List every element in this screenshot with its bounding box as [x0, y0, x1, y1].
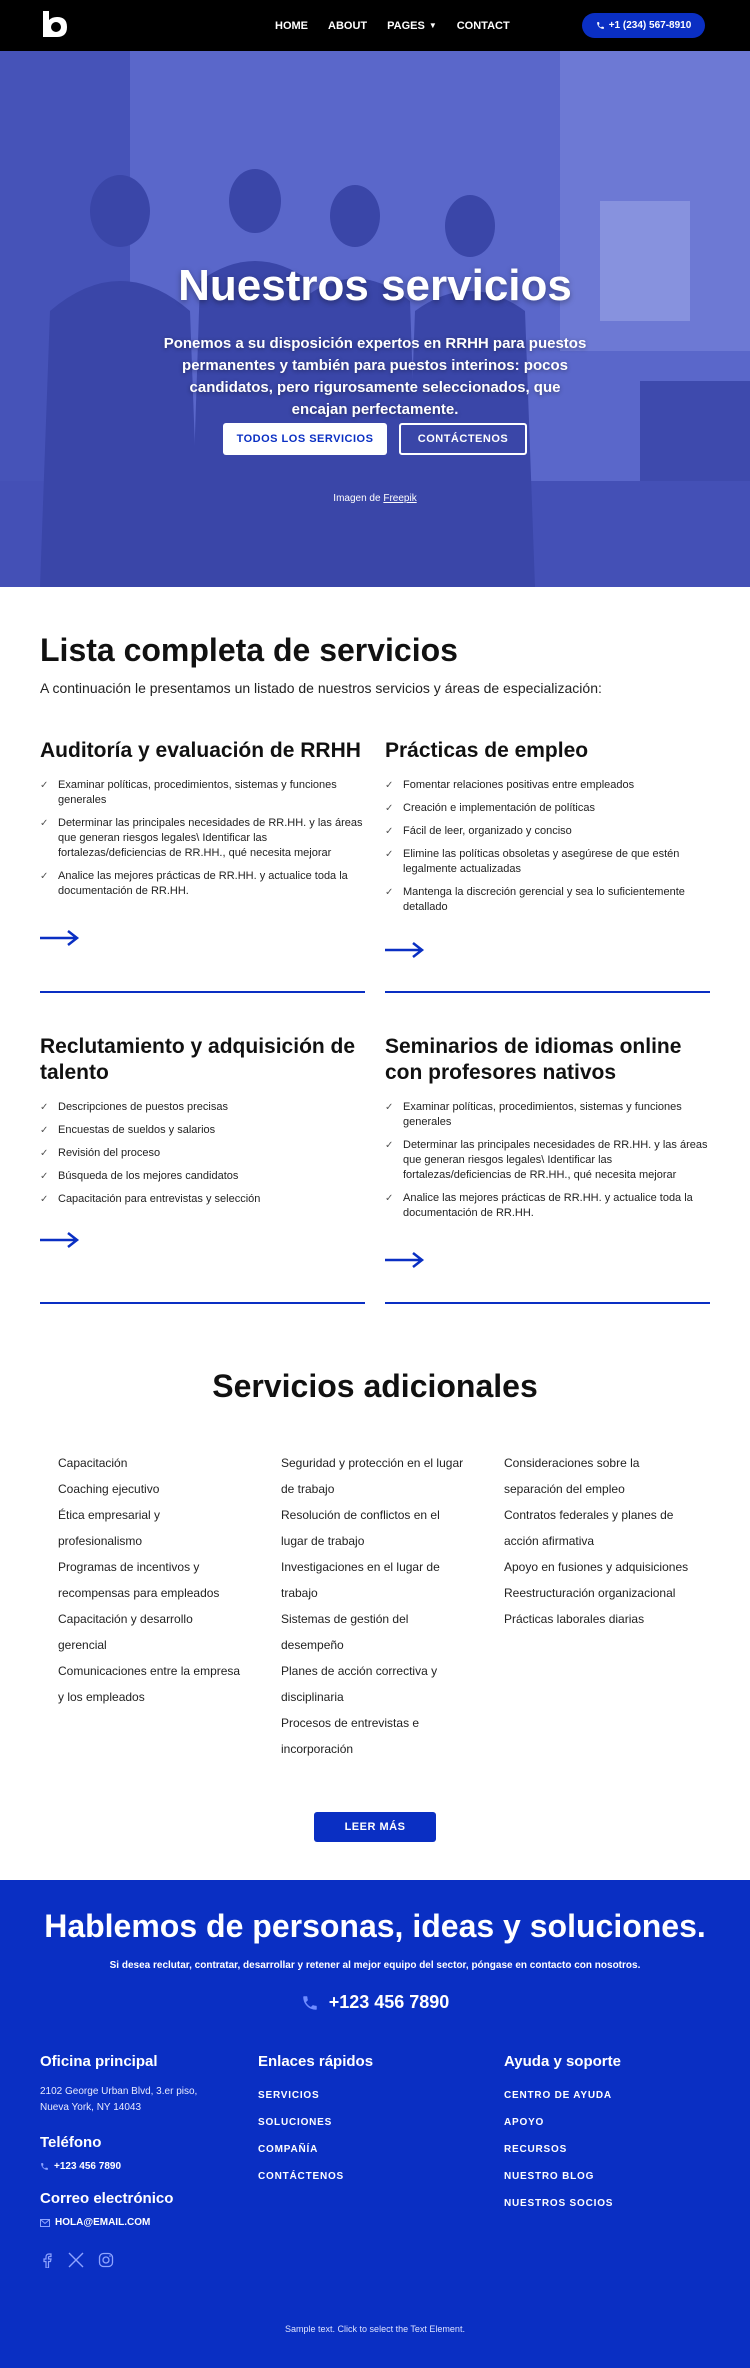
list-item-text: Examinar políticas, procedimientos, sistemas y funciones generales — [403, 1101, 682, 1128]
all-services-button[interactable]: TODOS LOS SERVICIOS — [223, 423, 387, 455]
quick-links-heading: Enlaces rápidos — [258, 2053, 374, 2070]
top-navbar — [0, 0, 750, 51]
list-item — [385, 847, 710, 877]
footer-phone[interactable] — [0, 1992, 750, 2013]
footer-support-links — [504, 2053, 621, 2225]
list-item-text: Mantenga la discreción gerencial y sea lo suficientemente detallado — [403, 886, 685, 913]
list-item — [40, 1192, 365, 1207]
service-card-list — [40, 1100, 365, 1207]
list-item: Resolución de conflictos en el — [281, 1508, 440, 1522]
list-item — [40, 778, 365, 808]
footer-link-company[interactable]: COMPAÑÍA — [258, 2144, 319, 2155]
phone-icon — [40, 2162, 49, 2171]
card-divider — [40, 1302, 365, 1304]
check-icon: ✓ — [385, 780, 394, 791]
list-item: disciplinaria — [281, 1690, 344, 1704]
footer-link-contact[interactable]: CONTÁCTENOS — [258, 2171, 345, 2182]
list-item: Investigaciones en el lugar de — [281, 1560, 440, 1574]
list-item: Reestructuración organizacional — [504, 1586, 676, 1600]
list-item: Seguridad y protección en el lugar — [281, 1456, 464, 1470]
service-card-list — [40, 778, 365, 899]
arrow-right-icon[interactable] — [40, 928, 80, 948]
service-card-title: Auditoría y evaluación de RRHH — [40, 739, 361, 762]
list-item: Sistemas de gestión del — [281, 1612, 409, 1626]
check-icon: ✓ — [385, 803, 394, 814]
check-icon: ✓ — [40, 780, 49, 791]
footer-link-resources[interactable]: RECURSOS — [504, 2144, 568, 2155]
additional-services-title: Servicios adicionales — [212, 1368, 538, 1404]
list-item: Ética empresarial y — [58, 1508, 161, 1522]
list-item: Prácticas laborales diarias — [504, 1612, 645, 1626]
list-item — [385, 824, 710, 839]
brand-logo-icon[interactable] — [40, 9, 70, 39]
footer-quick-links — [258, 2053, 373, 2198]
image-credit — [0, 493, 750, 504]
list-item-text: Determinar las principales necesidades de RR.HH. y las áreas que generan riesgos legales\ Identificar las fortalezas/deficiencias de RR.HH., qué necesita mejorar — [403, 1139, 708, 1181]
menu-label: CONTACT — [456, 19, 510, 32]
check-icon: ✓ — [40, 1125, 49, 1136]
list-item: Apoyo en fusiones y adquisiciones — [504, 1560, 689, 1574]
check-icon: ✓ — [385, 1102, 394, 1113]
social-links — [40, 2252, 197, 2268]
list-item: Coaching ejecutivo — [58, 1482, 160, 1496]
hero-buttons — [0, 423, 750, 455]
service-card-list — [385, 778, 710, 915]
telephone-heading: Teléfono — [40, 2134, 102, 2151]
list-item: Capacitación — [58, 1456, 128, 1470]
list-item-text: Fomentar relaciones positivas entre empleados — [403, 779, 635, 791]
footer-phone-number: +123 456 7890 — [328, 1992, 450, 2012]
hero-section — [0, 51, 750, 587]
additional-column-1 — [58, 1450, 258, 1710]
mail-icon — [40, 2219, 50, 2227]
list-item-text: Creación e implementación de políticas — [403, 802, 595, 814]
list-item: incorporación — [281, 1742, 354, 1756]
list-item: de trabajo — [281, 1482, 335, 1496]
services-title: Lista completa de servicios — [40, 632, 458, 668]
list-item-text: Revisión del proceso — [58, 1147, 161, 1159]
arrow-right-icon[interactable] — [385, 940, 425, 960]
list-item: profesionalismo — [58, 1534, 143, 1548]
menu-item-about[interactable] — [328, 20, 367, 32]
menu-item-home[interactable] — [275, 20, 308, 32]
check-icon: ✓ — [40, 818, 49, 829]
footer-subtitle: Si desea reclutar, contratar, desarrollar y retener al mejor equipo del sector, póngase en contacto con nosotros. — [109, 1960, 641, 1971]
list-item-text: Capacitación para entrevistas y selección — [58, 1193, 261, 1205]
main-menu — [275, 0, 530, 51]
list-item: Contratos federales y planes de — [504, 1508, 674, 1522]
chevron-down-icon: ▼ — [428, 21, 437, 30]
list-item: Planes de acción correctiva y — [281, 1664, 438, 1678]
list-item: acción afirmativa — [504, 1534, 595, 1548]
list-item: y los empleados — [58, 1690, 145, 1704]
list-item — [40, 1146, 365, 1161]
list-item — [40, 869, 365, 899]
menu-item-pages[interactable] — [387, 20, 437, 32]
footer-link-solutions[interactable]: SOLUCIONES — [258, 2117, 333, 2128]
footer — [0, 1880, 750, 2368]
list-item: lugar de trabajo — [281, 1534, 365, 1548]
hero-subtitle: Ponemos a su disposición expertos en RRHH para puestos permanentes y también para puestos interinos: pocos candidatos, pero rigurosamente seleccionados, que encajan perfectamente. — [163, 335, 587, 418]
service-card-list — [385, 1100, 710, 1221]
list-item — [385, 778, 710, 793]
card-divider — [385, 991, 710, 993]
footer-title: Hablemos de personas, ideas y soluciones. — [44, 1908, 706, 1944]
list-item: Programas de incentivos y — [58, 1560, 200, 1574]
credit-prefix: Imagen de — [333, 493, 381, 504]
email-heading: Correo electrónico — [40, 2190, 174, 2207]
list-item: trabajo — [281, 1586, 318, 1600]
footer-link-support[interactable]: APOYO — [504, 2117, 545, 2128]
check-icon: ✓ — [385, 887, 394, 898]
check-icon: ✓ — [40, 871, 49, 882]
office-address-line-2: Nueva York, NY 14043 — [40, 2102, 142, 2113]
read-more-button[interactable]: LEER MÁS — [314, 1812, 436, 1842]
list-item-text: Analice las mejores prácticas de RR.HH. y actualice toda la documentación de RR.HH. — [58, 870, 348, 897]
list-item — [385, 801, 710, 816]
check-icon: ✓ — [40, 1148, 49, 1159]
list-item-text: Encuestas de sueldos y salarios — [58, 1124, 216, 1136]
list-item: desempeño — [281, 1638, 344, 1652]
phone-icon — [596, 21, 605, 30]
list-item: gerencial — [58, 1638, 107, 1652]
x-twitter-icon[interactable] — [68, 2252, 84, 2268]
list-item — [40, 1100, 365, 1115]
list-item-text: Analice las mejores prácticas de RR.HH. y actualice toda la documentación de RR.HH. — [403, 1192, 693, 1219]
service-card-title: Reclutamiento y adquisición de talento — [40, 1035, 356, 1084]
contact-us-button[interactable]: CONTÁCTENOS — [399, 423, 527, 455]
service-card-seminars — [385, 1034, 710, 1229]
list-item: recompensas para empleados — [58, 1586, 220, 1600]
list-item: separación del empleo — [504, 1482, 625, 1496]
list-item-text: Examinar políticas, procedimientos, sistemas y funciones generales — [58, 779, 337, 806]
footer-office-column — [40, 2053, 197, 2268]
list-item — [40, 1123, 365, 1138]
hero-team-photo — [0, 51, 750, 587]
phone-button[interactable] — [582, 13, 705, 38]
list-item: Consideraciones sobre la — [504, 1456, 640, 1470]
list-item: Comunicaciones entre la empresa — [58, 1664, 241, 1678]
office-address-line-1: 2102 George Urban Blvd, 3.er piso, — [40, 2086, 198, 2097]
list-item-text: Descripciones de puestos precisas — [58, 1101, 228, 1113]
footer-link-partners[interactable]: NUESTROS SOCIOS — [504, 2198, 614, 2209]
list-item: Capacitación y desarrollo — [58, 1612, 193, 1626]
additional-column-3 — [504, 1450, 704, 1632]
footer-link-help-center[interactable]: CENTRO DE AYUDA — [504, 2090, 612, 2101]
support-heading: Ayuda y soporte — [504, 2053, 621, 2070]
list-item: Procesos de entrevistas e — [281, 1716, 420, 1730]
services-intro: A continuación le presentamos un listado de nuestros servicios y áreas de especialización: — [40, 680, 602, 696]
card-divider — [385, 1302, 710, 1304]
list-item — [385, 885, 710, 915]
list-item — [385, 1191, 710, 1221]
list-item — [385, 1138, 710, 1183]
menu-label: ABOUT — [328, 19, 368, 32]
card-divider — [40, 991, 365, 993]
phone-icon — [301, 1994, 319, 2012]
list-item-text: Fácil de leer, organizado y conciso — [403, 825, 572, 837]
service-card-recruitment — [40, 1034, 365, 1215]
menu-label: PAGES — [387, 19, 425, 32]
check-icon: ✓ — [385, 849, 394, 860]
email-value: HOLA@EMAIL.COM — [55, 2217, 151, 2228]
footer-link-blog[interactable]: NUESTRO BLOG — [504, 2171, 595, 2182]
check-icon: ✓ — [40, 1194, 49, 1205]
list-item-text: Búsqueda de los mejores candidatos — [58, 1170, 239, 1182]
list-item — [385, 1100, 710, 1130]
service-card-audit — [40, 738, 365, 907]
list-item — [40, 816, 365, 861]
arrow-right-icon[interactable] — [40, 1230, 80, 1250]
service-card-employment — [385, 738, 710, 923]
facebook-icon[interactable] — [40, 2252, 54, 2268]
check-icon: ✓ — [385, 1193, 394, 1204]
freepik-link[interactable]: Freepik — [383, 493, 417, 504]
instagram-icon[interactable] — [98, 2252, 114, 2268]
hero-title: Nuestros servicios — [178, 261, 572, 310]
service-card-title: Prácticas de empleo — [385, 739, 589, 762]
check-icon: ✓ — [40, 1171, 49, 1182]
arrow-right-icon[interactable] — [385, 1250, 425, 1270]
footer-link-services[interactable]: SERVICIOS — [258, 2090, 320, 2101]
check-icon: ✓ — [385, 1140, 394, 1151]
phone-button-label: +1 (234) 567-8910 — [608, 20, 692, 31]
email-link[interactable] — [40, 2217, 197, 2228]
check-icon: ✓ — [40, 1102, 49, 1113]
check-icon: ✓ — [385, 826, 394, 837]
menu-label: HOME — [275, 19, 308, 32]
additional-column-2 — [281, 1450, 481, 1762]
telephone-value: +123 456 7890 — [54, 2161, 122, 2172]
footer-bottom-text: Sample text. Click to select the Text Element. — [285, 2324, 465, 2334]
list-item-text: Determinar las principales necesidades de RR.HH. y las áreas que generan riesgos legales\ Identificar las fortalezas/deficiencias de RR.HH., qué necesita mejorar — [58, 817, 363, 859]
service-card-title: Seminarios de idiomas online con profesores nativos — [385, 1035, 682, 1084]
list-item-text: Elimine las políticas obsoletas y asegúrese de que estén legalmente actualizadas — [403, 848, 680, 875]
list-item — [40, 1169, 365, 1184]
menu-item-contact[interactable] — [457, 20, 510, 32]
office-heading: Oficina principal — [40, 2053, 158, 2070]
telephone-link[interactable] — [40, 2161, 197, 2172]
